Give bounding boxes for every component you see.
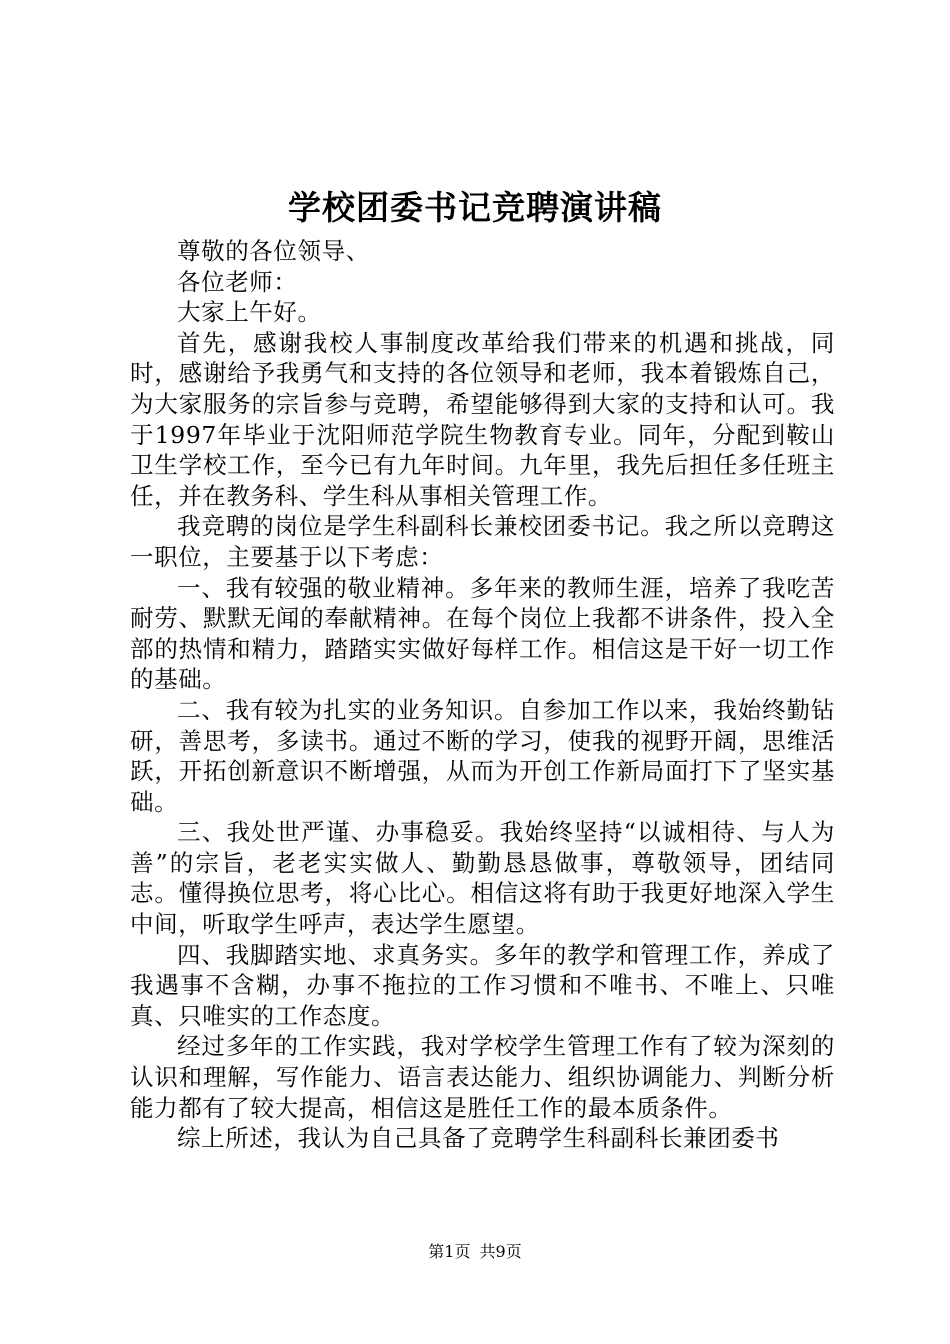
paragraph-point-two: 二、我有较为扎实的业务知识。自参加工作以来，我始终勤钻研，善思考，多读书。通过不断的学习，使我的视野开阔，思维活跃，开拓创新意识不断增强，从而为开创工作新局面打下了坚实基础。 — [130, 695, 835, 816]
paragraph-intro: 首先，感谢我校人事制度改革给我们带来的机遇和挑战，同时，感谢给予我勇气和支持的各位领导和老师，我本着锻炼自己，为大家服务的宗旨参与竞聘，希望能够得到大家的支持和认可。我于1997年毕业于沈阳师范学院生物教育专业。同年，分配到鞍山卫生学校工作，至今已有九年时间。九年里，我先后担任多任班主任，并在教务科、学生科从事相关管理工作。 — [130, 328, 835, 510]
paragraph-point-one: 一、我有较强的敬业精神。多年来的教师生涯，培养了我吃苦耐劳、默默无闻的奉献精神。在每个岗位上我都不讲条件，投入全部的热情和精力，踏踏实实做好每样工作。相信这是干好一切工作的基础。 — [130, 573, 835, 694]
paragraph-position: 我竞聘的岗位是学生科副科长兼校团委书记。我之所以竞聘这一职位，主要基于以下考虑： — [130, 512, 835, 571]
page-footer — [0, 1242, 950, 1262]
page-number: 第1页 — [428, 1242, 471, 1261]
page-total: 共9页 — [479, 1242, 522, 1261]
greeting: 大家上午好。 — [177, 298, 322, 327]
paragraph-experience: 经过多年的工作实践，我对学校学生管理工作有了较为深刻的认识和理解，写作能力、语言表达能力、组织协调能力、判断分析能力都有了较大提高，相信这是胜任工作的最本质条件。 — [130, 1032, 835, 1122]
paragraph-summary: 综上所述，我认为自己具备了竞聘学生科副科长兼团委书 — [177, 1124, 780, 1153]
document-body — [130, 236, 835, 1154]
document-title: 学校团委书记竞聘演讲稿 — [288, 188, 662, 227]
paragraph-point-four: 四、我脚踏实地、求真务实。多年的教学和管理工作，养成了我遇事不含糊，办事不拖拉的工作习惯和不唯书、不唯上、只唯真、只唯实的工作态度。 — [130, 940, 835, 1030]
salutation-leaders: 尊敬的各位领导、 — [177, 237, 370, 265]
paragraph-point-three: 三、我处世严谨、办事稳妥。我始终坚持“以诚相待、与人为善”的宗旨，老老实实做人、勤勤恳恳做事，尊敬领导，团结同志。懂得换位思考，将心比心。相信这将有助于我更好地深入学生中间，听取学生呼声，表达学生愿望。 — [130, 818, 835, 939]
salutation-teachers: 各位老师： — [177, 267, 298, 296]
